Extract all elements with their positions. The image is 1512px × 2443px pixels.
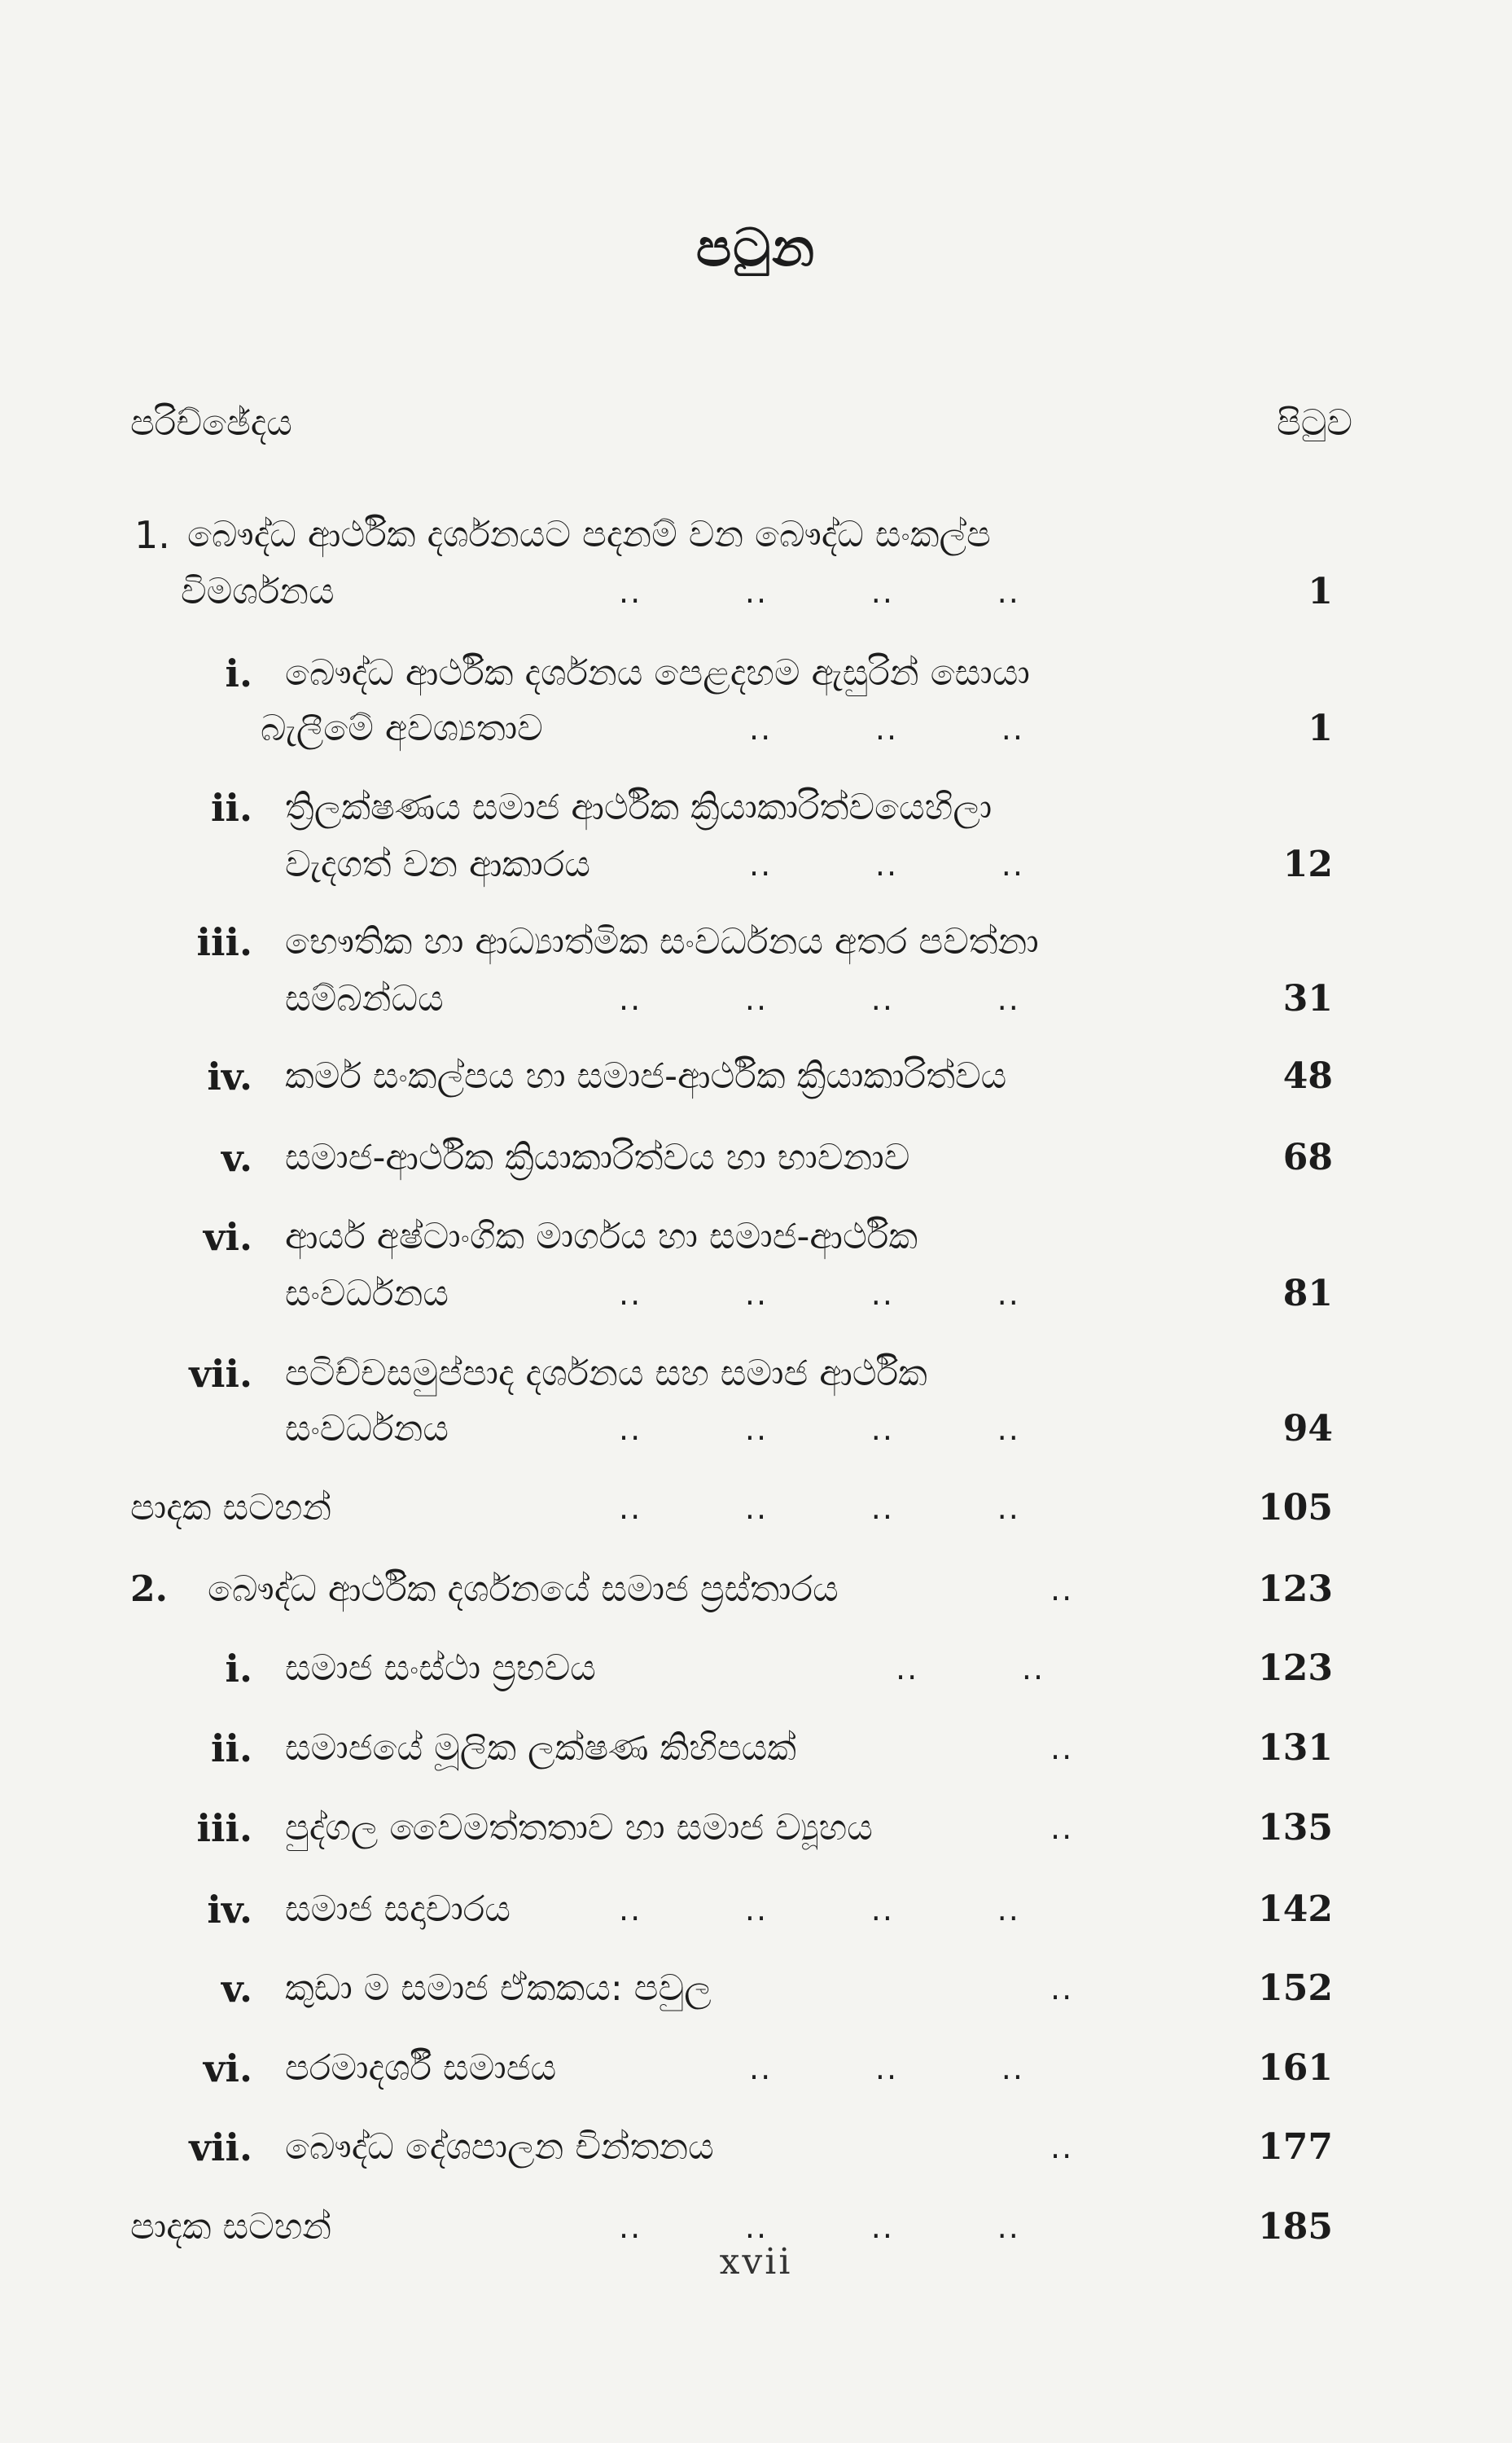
section-2-6-title: පරමාදර්ශී සමාජය [285,2047,557,2089]
chapter-2-title: බෞද්ධ ආර්ථික දර්ශනයේ සමාජ ප්‍රස්තාරය [208,1568,839,1610]
section-2-5-title: කුඩා ම සමාජ ඒකකය: පවුල [285,1967,712,2009]
chapter-1-number: 1. [134,513,170,557]
section-1-3-number: iii. [196,920,252,964]
section-1-3-leader: .. .. .. .. [619,981,1020,1017]
column-header-chapter: පරිච්ඡේදය [130,402,292,444]
section-2-1-page: 123 [1258,1647,1333,1689]
section-1-4-title: කර්ම සංකල්පය හා සමාජ-ආර්ථික ක්‍රියාකාරිත්වය [285,1055,1007,1097]
chapter-1-title-line1: බෞද්ධ ආර්ථික දර්ශනයට පදනම් වන බෞද්ධ සංකල්ප [187,514,991,555]
section-1-4-number: iv. [207,1055,252,1099]
section-2-2-page: 131 [1258,1727,1333,1769]
section-1-6-title-line1: ආර්ය අෂ්ටාංගික මාර්ගය හා සමාජ-ආර්ථික [285,1216,918,1257]
chapter-2-leader: .. [1050,1572,1074,1607]
section-1-2-title-line1: ත්‍රිලක්ෂණය සමාජ ආර්ථික ක්‍රියාකාරිත්වයෙහිලා [285,787,993,828]
section-1-1-title-line1: බෞද්ධ ආර්ථික දර්ශනය පෙළදහම ඇසුරින් සොයා [285,652,1030,694]
section-2-4-number: iv. [207,1888,252,1932]
section-2-4-leader: .. .. .. .. [619,1892,1020,1928]
section-1-3-title-line1: භෞතික හා ආධ්‍යාත්මික සංවර්ධනය අතර පවත්නා [285,921,1039,963]
section-1-5-number: v. [221,1136,252,1180]
section-2-7-page: 177 [1258,2126,1333,2168]
section-2-5-page: 152 [1258,1967,1333,2009]
section-1-2-number: ii. [211,786,252,830]
section-2-2-number: ii. [211,1726,252,1770]
section-1-6-leader: .. .. .. .. [619,1276,1020,1312]
section-1-3-page: 31 [1282,978,1333,1020]
section-1-2-page: 12 [1282,844,1333,885]
section-2-7-title: බෞද්ධ දේශපාලන චින්තනය [285,2126,714,2168]
column-header-page: පිටුව [1276,402,1352,444]
section-2-3-leader: .. [1050,1810,1074,1846]
section-2-6-number: vi. [203,2046,252,2090]
section-1-6-title-line2: සංවර්ධනය [285,1273,449,1314]
section-2-2-title: සමාජයේ මූලික ලක්ෂණ කිහිපයක් [285,1727,797,1769]
section-1-1-leader: .. .. .. [749,711,1024,747]
chapter-2-number: 2. [130,1568,168,1610]
section-1-6-number: vi. [203,1215,252,1259]
footnotes-2-leader: .. .. .. .. [619,2209,1020,2245]
section-2-1-number: i. [225,1647,252,1691]
section-1-5-page: 68 [1282,1137,1333,1178]
section-2-4-page: 142 [1258,1888,1333,1930]
section-1-4-page: 48 [1282,1055,1333,1097]
section-2-2-leader: .. [1050,1730,1074,1766]
footnotes-2-label: පාදක සටහන් [130,2206,332,2248]
footnotes-1-page: 105 [1258,1487,1333,1529]
section-2-1-title: සමාජ සංස්ථා ප්‍රභවය [285,1647,596,1689]
section-2-3-title: පුද්ගල වෛමත්තතාව හා සමාජ ව්‍යූහය [285,1807,873,1849]
section-1-7-number: vii. [189,1352,252,1396]
section-1-5-title: සමාජ-ආර්ථික ක්‍රියාකාරිත්වය හා භාවනාව [285,1137,910,1178]
section-1-7-title-line1: පටිච්චසමුප්පාද දර්ශනය සහ සමාජ ආර්ථික [285,1353,927,1394]
page-folio: xvii [719,2241,793,2283]
footnotes-2-page: 185 [1258,2206,1333,2248]
section-1-3-title-line2: සම්බන්ධය [285,978,444,1020]
chapter-1-title-line2: විමර්ශනය [181,571,335,612]
page-title: පටුන [695,218,817,279]
chapter-1-leader: .. .. .. .. [619,574,1020,610]
section-2-5-number: v. [221,1967,252,2011]
section-1-2-leader: .. .. .. [749,847,1024,883]
section-1-7-leader: .. .. .. .. [619,1411,1020,1447]
section-2-6-page: 161 [1258,2047,1333,2089]
section-2-6-leader: .. .. .. [749,2050,1024,2086]
section-2-1-leader: .. .. [896,1651,1045,1686]
section-2-7-number: vii. [189,2125,252,2169]
section-1-2-title-line2: වැදගත් වන ආකාරය [285,844,590,885]
section-1-1-title-line2: බැලීමේ අවශ්‍යතාව [261,708,543,749]
footnotes-1-leader: .. .. .. .. [619,1490,1020,1526]
section-1-1-page: 1 [1308,708,1333,749]
chapter-2-page: 123 [1258,1568,1333,1610]
chapter-1-page: 1 [1308,571,1333,612]
section-1-6-page: 81 [1282,1273,1333,1314]
footnotes-1-label: පාදක සටහන් [130,1487,332,1529]
section-1-7-title-line2: සංවර්ධනය [285,1408,449,1450]
section-2-7-leader: .. [1050,2129,1074,2165]
section-1-1-number: i. [225,651,252,695]
section-2-3-page: 135 [1258,1807,1333,1849]
section-2-5-leader: .. [1050,1971,1074,2007]
section-2-4-title: සමාජ සදාචාරය [285,1888,511,1930]
section-2-3-number: iii. [196,1806,252,1850]
section-1-7-page: 94 [1282,1408,1333,1450]
